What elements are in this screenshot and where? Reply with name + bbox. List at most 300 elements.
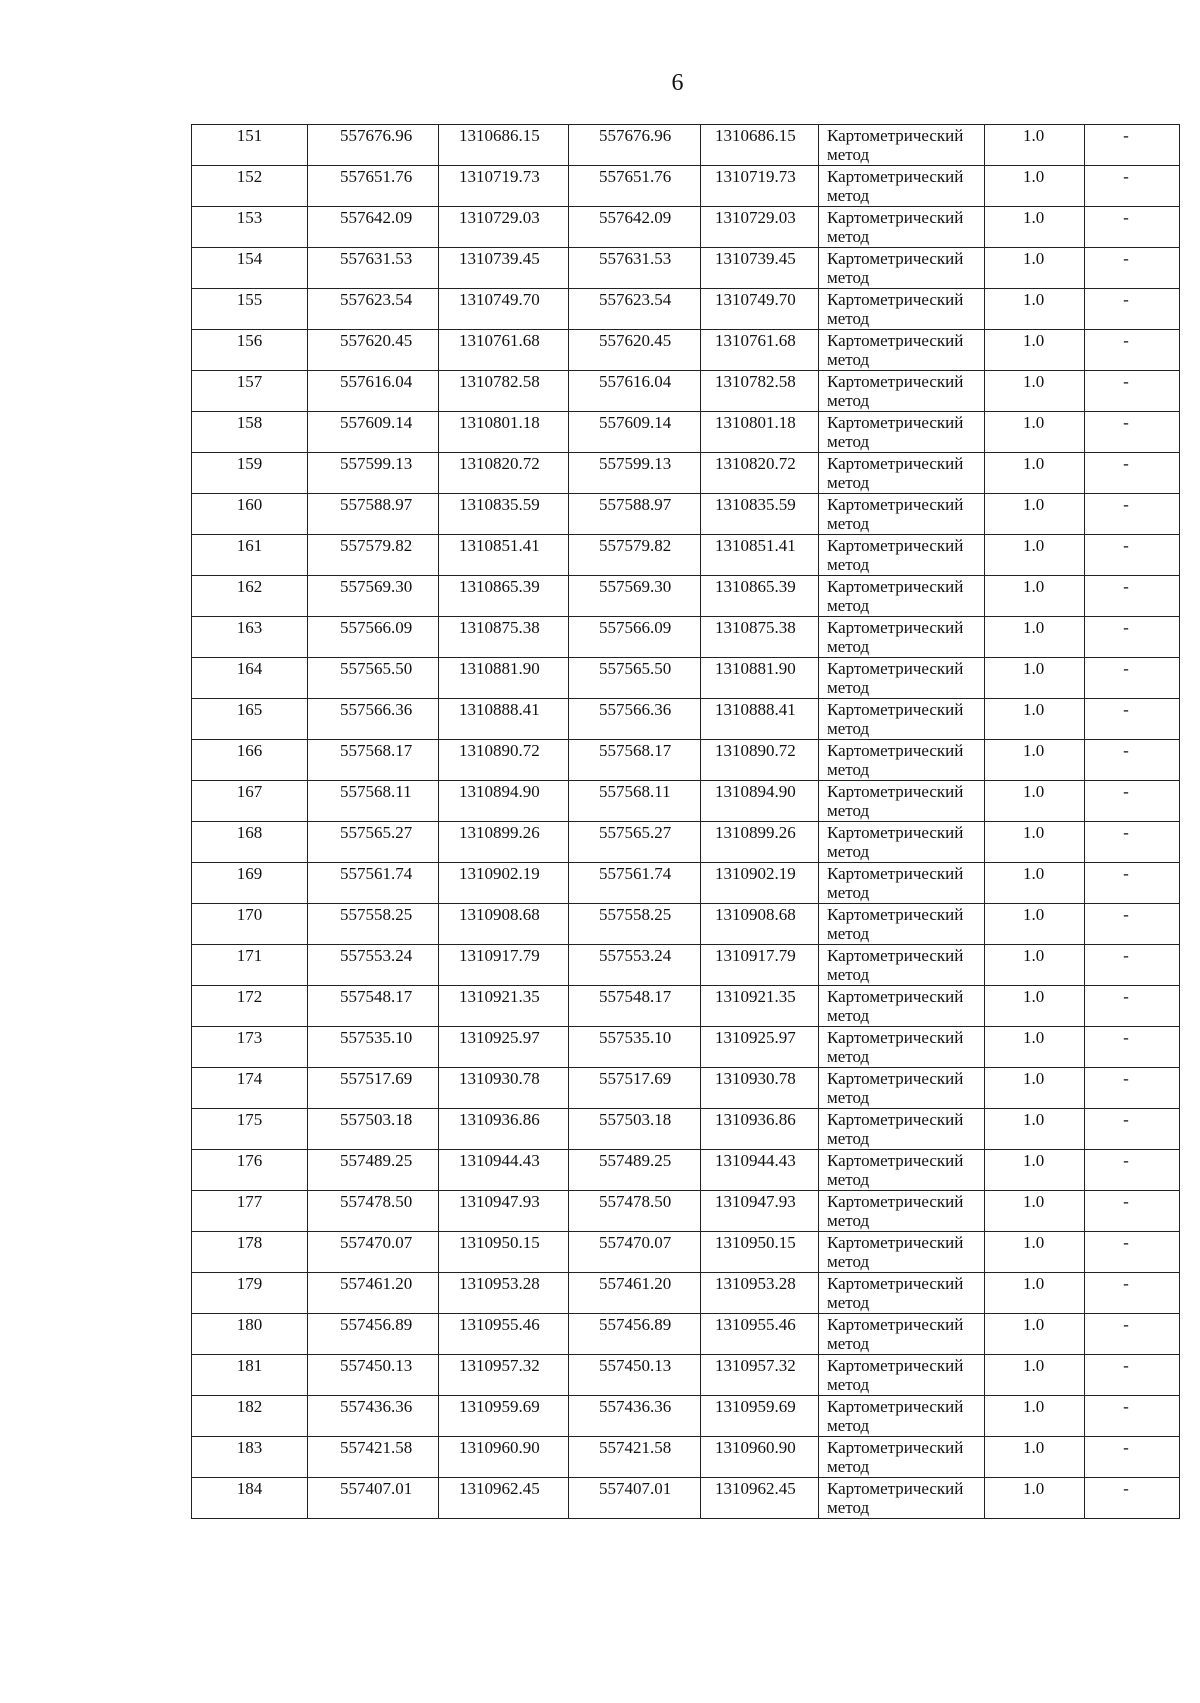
x-coordinate-new-cell: 557553.24 xyxy=(569,945,701,986)
x-coordinate-existing-cell: 557651.76 xyxy=(308,166,439,207)
x-coordinate-new-cell: 557478.50 xyxy=(569,1191,701,1232)
method-label: Картометрический xyxy=(827,454,964,473)
method-label-continued: метод xyxy=(827,1129,870,1148)
y-coordinate-new-cell: 1310801.18 xyxy=(701,412,819,453)
method-label: Картометрический xyxy=(827,1315,964,1334)
method-cell xyxy=(819,494,985,535)
accuracy-cell: 1.0 xyxy=(985,740,1085,781)
method-label: Картометрический xyxy=(827,905,964,924)
table-row xyxy=(192,166,1180,207)
method-cell xyxy=(819,371,985,412)
method-label: Картометрический xyxy=(827,249,964,268)
method-label-continued: метод xyxy=(827,801,870,820)
x-coordinate-new-cell: 557599.13 xyxy=(569,453,701,494)
description-cell: - xyxy=(1085,1068,1180,1109)
x-coordinate-new-cell: 557436.36 xyxy=(569,1396,701,1437)
point-number-cell: 183 xyxy=(192,1437,308,1478)
y-coordinate-new-cell: 1310686.15 xyxy=(701,125,819,166)
y-coordinate-existing-cell: 1310749.70 xyxy=(439,289,569,330)
table-row xyxy=(192,699,1180,740)
point-number-cell: 176 xyxy=(192,1150,308,1191)
x-coordinate-existing-cell: 557565.50 xyxy=(308,658,439,699)
description-cell: - xyxy=(1085,1437,1180,1478)
point-number-cell: 167 xyxy=(192,781,308,822)
table-row xyxy=(192,945,1180,986)
method-label-continued: метод xyxy=(827,1006,870,1025)
y-coordinate-new-cell: 1310782.58 xyxy=(701,371,819,412)
point-number-cell: 182 xyxy=(192,1396,308,1437)
y-coordinate-new-cell: 1310875.38 xyxy=(701,617,819,658)
y-coordinate-new-cell: 1310908.68 xyxy=(701,904,819,945)
method-label-continued: метод xyxy=(827,883,870,902)
y-coordinate-existing-cell: 1310960.90 xyxy=(439,1437,569,1478)
method-label: Картометрический xyxy=(827,372,964,391)
y-coordinate-new-cell: 1310917.79 xyxy=(701,945,819,986)
description-cell: - xyxy=(1085,617,1180,658)
x-coordinate-new-cell: 557609.14 xyxy=(569,412,701,453)
point-number-cell: 178 xyxy=(192,1232,308,1273)
table-row xyxy=(192,453,1180,494)
method-label-continued: метод xyxy=(827,145,870,164)
x-coordinate-existing-cell: 557616.04 xyxy=(308,371,439,412)
method-label: Картометрический xyxy=(827,167,964,186)
x-coordinate-new-cell: 557535.10 xyxy=(569,1027,701,1068)
method-label: Картометрический xyxy=(827,946,964,965)
table-row xyxy=(192,1068,1180,1109)
y-coordinate-existing-cell: 1310739.45 xyxy=(439,248,569,289)
x-coordinate-new-cell: 557588.97 xyxy=(569,494,701,535)
y-coordinate-existing-cell: 1310925.97 xyxy=(439,1027,569,1068)
method-label: Картометрический xyxy=(827,290,964,309)
table-row xyxy=(192,371,1180,412)
method-cell xyxy=(819,535,985,576)
x-coordinate-existing-cell: 557517.69 xyxy=(308,1068,439,1109)
x-coordinate-existing-cell: 557489.25 xyxy=(308,1150,439,1191)
description-cell: - xyxy=(1085,371,1180,412)
method-label-continued: метод xyxy=(827,678,870,697)
table-row xyxy=(192,617,1180,658)
table-row xyxy=(192,1109,1180,1150)
description-cell: - xyxy=(1085,822,1180,863)
method-label: Картометрический xyxy=(827,700,964,719)
y-coordinate-new-cell: 1310936.86 xyxy=(701,1109,819,1150)
method-cell xyxy=(819,1314,985,1355)
x-coordinate-new-cell: 557642.09 xyxy=(569,207,701,248)
y-coordinate-new-cell: 1310921.35 xyxy=(701,986,819,1027)
accuracy-cell: 1.0 xyxy=(985,412,1085,453)
x-coordinate-existing-cell: 557548.17 xyxy=(308,986,439,1027)
accuracy-cell: 1.0 xyxy=(985,1478,1085,1519)
y-coordinate-new-cell: 1310960.90 xyxy=(701,1437,819,1478)
method-cell xyxy=(819,453,985,494)
method-label-continued: метод xyxy=(827,596,870,615)
point-number-cell: 180 xyxy=(192,1314,308,1355)
method-label-continued: метод xyxy=(827,350,870,369)
x-coordinate-existing-cell: 557553.24 xyxy=(308,945,439,986)
accuracy-cell: 1.0 xyxy=(985,781,1085,822)
method-label: Картометрический xyxy=(827,1151,964,1170)
accuracy-cell: 1.0 xyxy=(985,986,1085,1027)
method-cell xyxy=(819,412,985,453)
y-coordinate-new-cell: 1310925.97 xyxy=(701,1027,819,1068)
x-coordinate-new-cell: 557623.54 xyxy=(569,289,701,330)
x-coordinate-existing-cell: 557436.36 xyxy=(308,1396,439,1437)
x-coordinate-existing-cell: 557558.25 xyxy=(308,904,439,945)
point-number-cell: 181 xyxy=(192,1355,308,1396)
x-coordinate-existing-cell: 557588.97 xyxy=(308,494,439,535)
method-label-continued: метод xyxy=(827,391,870,410)
method-label-continued: метод xyxy=(827,1416,870,1435)
method-label: Картометрический xyxy=(827,1356,964,1375)
x-coordinate-new-cell: 557561.74 xyxy=(569,863,701,904)
description-cell: - xyxy=(1085,1027,1180,1068)
table-row xyxy=(192,1027,1180,1068)
method-label: Картометрический xyxy=(827,577,964,596)
method-cell xyxy=(819,740,985,781)
point-number-cell: 173 xyxy=(192,1027,308,1068)
x-coordinate-existing-cell: 557456.89 xyxy=(308,1314,439,1355)
method-label: Картометрический xyxy=(827,618,964,637)
y-coordinate-existing-cell: 1310686.15 xyxy=(439,125,569,166)
x-coordinate-existing-cell: 557579.82 xyxy=(308,535,439,576)
method-cell xyxy=(819,986,985,1027)
table-row xyxy=(192,1355,1180,1396)
x-coordinate-existing-cell: 557407.01 xyxy=(308,1478,439,1519)
x-coordinate-existing-cell: 557450.13 xyxy=(308,1355,439,1396)
y-coordinate-existing-cell: 1310962.45 xyxy=(439,1478,569,1519)
x-coordinate-new-cell: 557421.58 xyxy=(569,1437,701,1478)
x-coordinate-new-cell: 557676.96 xyxy=(569,125,701,166)
method-label-continued: метод xyxy=(827,637,870,656)
method-label-continued: метод xyxy=(827,186,870,205)
y-coordinate-new-cell: 1310957.32 xyxy=(701,1355,819,1396)
point-number-cell: 166 xyxy=(192,740,308,781)
x-coordinate-existing-cell: 557561.74 xyxy=(308,863,439,904)
x-coordinate-existing-cell: 557461.20 xyxy=(308,1273,439,1314)
x-coordinate-existing-cell: 557569.30 xyxy=(308,576,439,617)
method-label-continued: метод xyxy=(827,965,870,984)
description-cell: - xyxy=(1085,781,1180,822)
y-coordinate-new-cell: 1310953.28 xyxy=(701,1273,819,1314)
method-label-continued: метод xyxy=(827,309,870,328)
accuracy-cell: 1.0 xyxy=(985,1273,1085,1314)
x-coordinate-new-cell: 557450.13 xyxy=(569,1355,701,1396)
y-coordinate-existing-cell: 1310894.90 xyxy=(439,781,569,822)
method-label-continued: метод xyxy=(827,842,870,861)
accuracy-cell: 1.0 xyxy=(985,166,1085,207)
point-number-cell: 153 xyxy=(192,207,308,248)
method-label: Картометрический xyxy=(827,413,964,432)
accuracy-cell: 1.0 xyxy=(985,699,1085,740)
table-row xyxy=(192,1314,1180,1355)
accuracy-cell: 1.0 xyxy=(985,863,1085,904)
table-row xyxy=(192,1396,1180,1437)
x-coordinate-existing-cell: 557566.09 xyxy=(308,617,439,658)
y-coordinate-new-cell: 1310749.70 xyxy=(701,289,819,330)
x-coordinate-new-cell: 557470.07 xyxy=(569,1232,701,1273)
y-coordinate-new-cell: 1310894.90 xyxy=(701,781,819,822)
point-number-cell: 161 xyxy=(192,535,308,576)
accuracy-cell: 1.0 xyxy=(985,1437,1085,1478)
description-cell: - xyxy=(1085,1396,1180,1437)
method-cell xyxy=(819,1109,985,1150)
description-cell: - xyxy=(1085,945,1180,986)
y-coordinate-existing-cell: 1310875.38 xyxy=(439,617,569,658)
method-label-continued: метод xyxy=(827,227,870,246)
method-label: Картометрический xyxy=(827,331,964,350)
method-label-continued: метод xyxy=(827,473,870,492)
y-coordinate-existing-cell: 1310888.41 xyxy=(439,699,569,740)
method-label-continued: метод xyxy=(827,432,870,451)
y-coordinate-existing-cell: 1310921.35 xyxy=(439,986,569,1027)
method-cell xyxy=(819,658,985,699)
method-label-continued: метод xyxy=(827,1252,870,1271)
method-label: Картометрический xyxy=(827,987,964,1006)
method-label-continued: метод xyxy=(827,1334,870,1353)
x-coordinate-new-cell: 557579.82 xyxy=(569,535,701,576)
y-coordinate-existing-cell: 1310955.46 xyxy=(439,1314,569,1355)
y-coordinate-new-cell: 1310930.78 xyxy=(701,1068,819,1109)
y-coordinate-new-cell: 1310899.26 xyxy=(701,822,819,863)
description-cell: - xyxy=(1085,125,1180,166)
method-label: Картометрический xyxy=(827,823,964,842)
method-cell xyxy=(819,1273,985,1314)
y-coordinate-existing-cell: 1310917.79 xyxy=(439,945,569,986)
x-coordinate-existing-cell: 557565.27 xyxy=(308,822,439,863)
x-coordinate-existing-cell: 557566.36 xyxy=(308,699,439,740)
method-label-continued: метод xyxy=(827,1293,870,1312)
method-cell xyxy=(819,1355,985,1396)
method-label: Картометрический xyxy=(827,208,964,227)
point-number-cell: 152 xyxy=(192,166,308,207)
y-coordinate-new-cell: 1310902.19 xyxy=(701,863,819,904)
x-coordinate-new-cell: 557461.20 xyxy=(569,1273,701,1314)
y-coordinate-existing-cell: 1310957.32 xyxy=(439,1355,569,1396)
description-cell: - xyxy=(1085,330,1180,371)
method-cell xyxy=(819,781,985,822)
point-number-cell: 179 xyxy=(192,1273,308,1314)
table-row xyxy=(192,1232,1180,1273)
method-cell xyxy=(819,1068,985,1109)
description-cell: - xyxy=(1085,699,1180,740)
table-row xyxy=(192,576,1180,617)
method-cell xyxy=(819,207,985,248)
y-coordinate-existing-cell: 1310950.15 xyxy=(439,1232,569,1273)
method-label: Картометрический xyxy=(827,1028,964,1047)
description-cell: - xyxy=(1085,658,1180,699)
x-coordinate-existing-cell: 557503.18 xyxy=(308,1109,439,1150)
accuracy-cell: 1.0 xyxy=(985,1355,1085,1396)
method-label: Картометрический xyxy=(827,126,964,145)
table-row xyxy=(192,986,1180,1027)
x-coordinate-new-cell: 557566.36 xyxy=(569,699,701,740)
y-coordinate-new-cell: 1310761.68 xyxy=(701,330,819,371)
point-number-cell: 160 xyxy=(192,494,308,535)
x-coordinate-new-cell: 557407.01 xyxy=(569,1478,701,1519)
point-number-cell: 158 xyxy=(192,412,308,453)
table-body xyxy=(192,125,1180,1519)
x-coordinate-new-cell: 557503.18 xyxy=(569,1109,701,1150)
accuracy-cell: 1.0 xyxy=(985,1396,1085,1437)
method-cell xyxy=(819,904,985,945)
description-cell: - xyxy=(1085,1191,1180,1232)
coordinates-table xyxy=(191,124,1180,1519)
description-cell: - xyxy=(1085,207,1180,248)
method-label-continued: метод xyxy=(827,1457,870,1476)
point-number-cell: 157 xyxy=(192,371,308,412)
point-number-cell: 184 xyxy=(192,1478,308,1519)
description-cell: - xyxy=(1085,494,1180,535)
x-coordinate-new-cell: 557517.69 xyxy=(569,1068,701,1109)
y-coordinate-existing-cell: 1310881.90 xyxy=(439,658,569,699)
method-label: Картометрический xyxy=(827,1479,964,1498)
method-label: Картометрический xyxy=(827,782,964,801)
table-row xyxy=(192,330,1180,371)
y-coordinate-existing-cell: 1310820.72 xyxy=(439,453,569,494)
description-cell: - xyxy=(1085,904,1180,945)
table-row xyxy=(192,740,1180,781)
y-coordinate-new-cell: 1310739.45 xyxy=(701,248,819,289)
method-cell xyxy=(819,822,985,863)
point-number-cell: 169 xyxy=(192,863,308,904)
x-coordinate-new-cell: 557565.50 xyxy=(569,658,701,699)
method-label-continued: метод xyxy=(827,514,870,533)
method-cell xyxy=(819,1191,985,1232)
x-coordinate-existing-cell: 557642.09 xyxy=(308,207,439,248)
x-coordinate-new-cell: 557620.45 xyxy=(569,330,701,371)
accuracy-cell: 1.0 xyxy=(985,248,1085,289)
page-number: 6 xyxy=(671,70,684,96)
accuracy-cell: 1.0 xyxy=(985,330,1085,371)
y-coordinate-existing-cell: 1310761.68 xyxy=(439,330,569,371)
y-coordinate-new-cell: 1310950.15 xyxy=(701,1232,819,1273)
description-cell: - xyxy=(1085,1150,1180,1191)
point-number-cell: 170 xyxy=(192,904,308,945)
accuracy-cell: 1.0 xyxy=(985,1191,1085,1232)
accuracy-cell: 1.0 xyxy=(985,576,1085,617)
y-coordinate-new-cell: 1310729.03 xyxy=(701,207,819,248)
table-row xyxy=(192,863,1180,904)
x-coordinate-new-cell: 557566.09 xyxy=(569,617,701,658)
method-cell xyxy=(819,699,985,740)
method-cell xyxy=(819,166,985,207)
point-number-cell: 172 xyxy=(192,986,308,1027)
accuracy-cell: 1.0 xyxy=(985,289,1085,330)
method-label: Картометрический xyxy=(827,1110,964,1129)
y-coordinate-existing-cell: 1310835.59 xyxy=(439,494,569,535)
y-coordinate-new-cell: 1310865.39 xyxy=(701,576,819,617)
description-cell: - xyxy=(1085,453,1180,494)
accuracy-cell: 1.0 xyxy=(985,371,1085,412)
method-label: Картометрический xyxy=(827,1438,964,1457)
y-coordinate-new-cell: 1310719.73 xyxy=(701,166,819,207)
description-cell: - xyxy=(1085,1478,1180,1519)
y-coordinate-new-cell: 1310888.41 xyxy=(701,699,819,740)
method-label: Картометрический xyxy=(827,1192,964,1211)
method-label-continued: метод xyxy=(827,1498,870,1517)
method-cell xyxy=(819,125,985,166)
y-coordinate-existing-cell: 1310947.93 xyxy=(439,1191,569,1232)
description-cell: - xyxy=(1085,166,1180,207)
point-number-cell: 155 xyxy=(192,289,308,330)
x-coordinate-existing-cell: 557609.14 xyxy=(308,412,439,453)
method-label-continued: метод xyxy=(827,1211,870,1230)
y-coordinate-existing-cell: 1310908.68 xyxy=(439,904,569,945)
table-row xyxy=(192,1150,1180,1191)
y-coordinate-new-cell: 1310881.90 xyxy=(701,658,819,699)
method-label-continued: метод xyxy=(827,924,870,943)
table-row xyxy=(192,494,1180,535)
x-coordinate-existing-cell: 557631.53 xyxy=(308,248,439,289)
y-coordinate-new-cell: 1310820.72 xyxy=(701,453,819,494)
x-coordinate-new-cell: 557548.17 xyxy=(569,986,701,1027)
method-label-continued: метод xyxy=(827,1375,870,1394)
y-coordinate-existing-cell: 1310719.73 xyxy=(439,166,569,207)
x-coordinate-new-cell: 557568.11 xyxy=(569,781,701,822)
x-coordinate-new-cell: 557631.53 xyxy=(569,248,701,289)
x-coordinate-new-cell: 557569.30 xyxy=(569,576,701,617)
x-coordinate-existing-cell: 557676.96 xyxy=(308,125,439,166)
x-coordinate-new-cell: 557651.76 xyxy=(569,166,701,207)
accuracy-cell: 1.0 xyxy=(985,207,1085,248)
point-number-cell: 154 xyxy=(192,248,308,289)
method-label: Картометрический xyxy=(827,495,964,514)
method-label-continued: метод xyxy=(827,555,870,574)
description-cell: - xyxy=(1085,535,1180,576)
point-number-cell: 177 xyxy=(192,1191,308,1232)
description-cell: - xyxy=(1085,1273,1180,1314)
description-cell: - xyxy=(1085,1232,1180,1273)
table-row xyxy=(192,1191,1180,1232)
y-coordinate-existing-cell: 1310801.18 xyxy=(439,412,569,453)
method-label-continued: метод xyxy=(827,1170,870,1189)
point-number-cell: 165 xyxy=(192,699,308,740)
point-number-cell: 162 xyxy=(192,576,308,617)
x-coordinate-existing-cell: 557535.10 xyxy=(308,1027,439,1068)
x-coordinate-new-cell: 557489.25 xyxy=(569,1150,701,1191)
accuracy-cell: 1.0 xyxy=(985,1109,1085,1150)
x-coordinate-new-cell: 557558.25 xyxy=(569,904,701,945)
x-coordinate-existing-cell: 557421.58 xyxy=(308,1437,439,1478)
table-row xyxy=(192,1437,1180,1478)
table-row xyxy=(192,822,1180,863)
table-row xyxy=(192,535,1180,576)
y-coordinate-existing-cell: 1310899.26 xyxy=(439,822,569,863)
method-label-continued: метод xyxy=(827,760,870,779)
accuracy-cell: 1.0 xyxy=(985,1027,1085,1068)
method-cell xyxy=(819,330,985,371)
description-cell: - xyxy=(1085,740,1180,781)
method-label: Картометрический xyxy=(827,659,964,678)
accuracy-cell: 1.0 xyxy=(985,1232,1085,1273)
table-row xyxy=(192,412,1180,453)
table-row xyxy=(192,658,1180,699)
table-row xyxy=(192,289,1180,330)
method-cell xyxy=(819,576,985,617)
x-coordinate-existing-cell: 557568.11 xyxy=(308,781,439,822)
point-number-cell: 174 xyxy=(192,1068,308,1109)
method-cell xyxy=(819,1396,985,1437)
description-cell: - xyxy=(1085,1355,1180,1396)
table-row xyxy=(192,904,1180,945)
x-coordinate-new-cell: 557456.89 xyxy=(569,1314,701,1355)
y-coordinate-existing-cell: 1310865.39 xyxy=(439,576,569,617)
table-row xyxy=(192,207,1180,248)
method-label-continued: метод xyxy=(827,1088,870,1107)
x-coordinate-existing-cell: 557568.17 xyxy=(308,740,439,781)
description-cell: - xyxy=(1085,986,1180,1027)
accuracy-cell: 1.0 xyxy=(985,658,1085,699)
